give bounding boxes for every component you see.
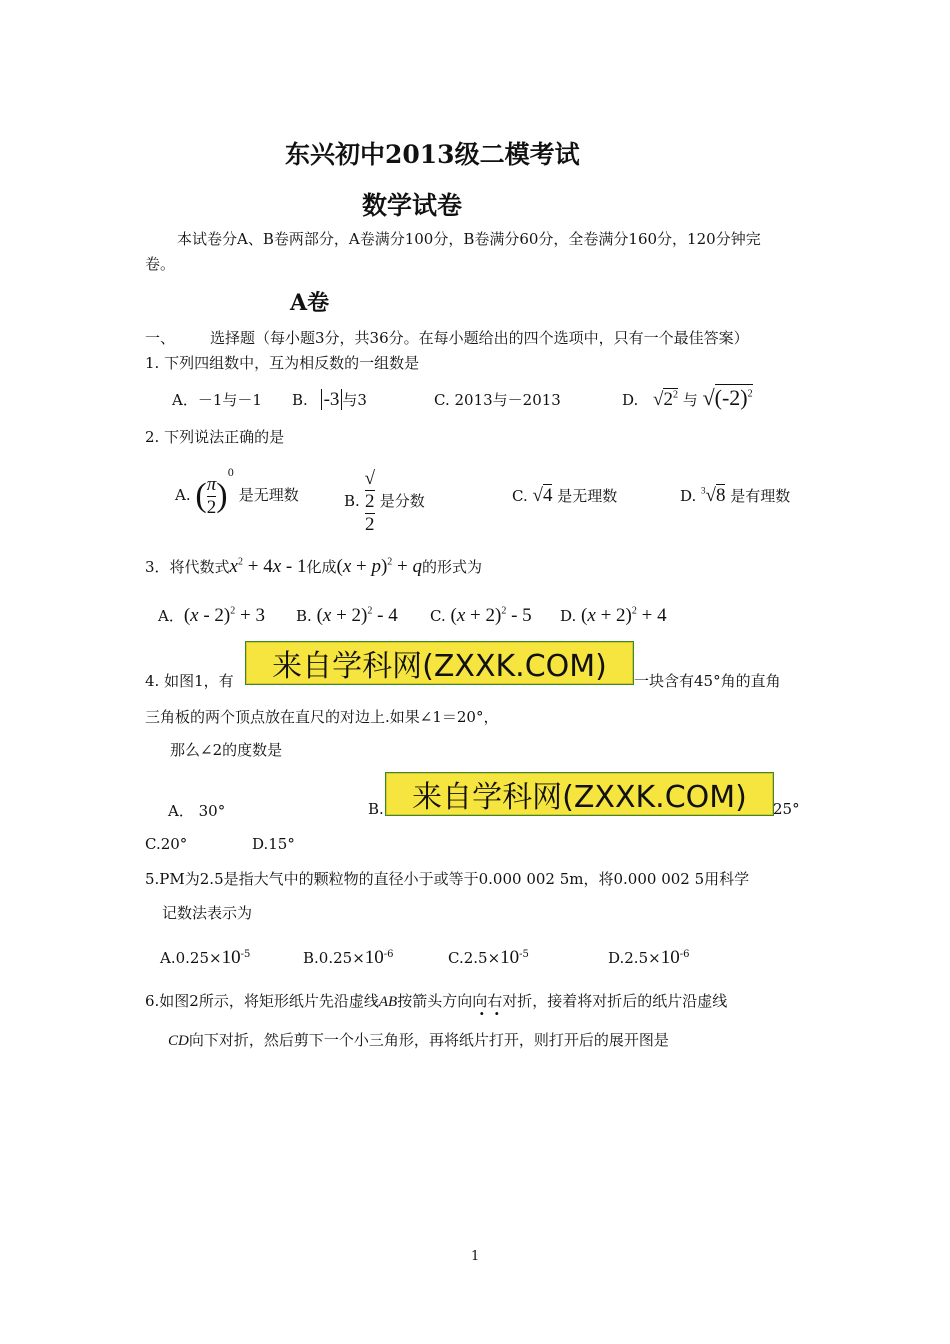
q5-option-b-exp: -6 — [383, 949, 394, 960]
q2-option-c — [512, 485, 617, 507]
q4-option-b-tail: 25° — [773, 800, 800, 818]
q3-option-b-expr: $(x + 2)^2 - 4$ — [316, 605, 398, 626]
intro-line-2: 卷。 — [145, 255, 176, 273]
q4-line-2: 三角板的两个顶点放在直尺的对边上.如果∠1＝20°， — [145, 708, 499, 726]
q4-option-b-label: B. — [368, 800, 384, 818]
q4-line-3: 那么∠2的度数是 — [170, 741, 283, 759]
q3-option-d-expr: $(x + 2)^2 + 4$ — [581, 605, 667, 626]
q2-option-c-label: C. — [512, 487, 528, 505]
q5-option-a-ten: 10 — [221, 947, 241, 968]
q3-mid: 化成 — [306, 558, 337, 576]
q4-option-c: C.20° — [145, 835, 188, 853]
q4-tail: 一块含有45°角的直角 — [634, 672, 781, 690]
q4-option-a: A． 30° — [168, 802, 226, 820]
abs-neg3-expr: -3 — [321, 389, 343, 410]
sqrt2-over-2-fraction: √ 2 2 — [364, 468, 376, 535]
cube-root-8-expr: $^3$√8 — [701, 485, 726, 506]
q5-option-a-exp: -5 — [240, 949, 251, 960]
q2-option-d-text: 是有理数 — [730, 487, 791, 505]
q1-option-b — [292, 389, 367, 411]
q5-option-c-ten: 10 — [500, 947, 520, 968]
q5-option-b-text: B.0.25× — [303, 949, 365, 967]
q6-mid1: 按箭头方向 — [397, 992, 473, 1010]
q3-option-d-label: D. — [560, 607, 577, 625]
q1-option-b-label: B. — [292, 391, 308, 409]
q3-option-a — [158, 605, 265, 627]
q6-ab: AB — [378, 994, 398, 1010]
q5-option-c — [448, 947, 529, 969]
q3-option-c-expr: $(x + 2)^2 - 5$ — [450, 605, 532, 626]
q6-dir1: 向 — [472, 992, 488, 1010]
q3-stem — [145, 556, 482, 578]
q3-lead: 3．将代数式 — [145, 558, 230, 576]
q2-option-b-text: 是分数 — [379, 492, 425, 510]
q5-option-d-exp: -6 — [679, 949, 690, 960]
q6-dir2: 右 — [487, 992, 503, 1010]
q3-option-b — [296, 605, 398, 627]
q1-option-d — [622, 385, 753, 411]
q5-option-b-ten: 10 — [364, 947, 384, 968]
section-a-title: A卷 — [290, 290, 330, 316]
q2-option-a-label: A. — [175, 486, 191, 504]
q3-expr-original: $x^2 + 4x - 1$ — [229, 556, 307, 577]
sqrt-2-squared-expr: $√2^2$ — [653, 389, 678, 410]
q5-option-a-text: A.0.25× — [160, 949, 222, 967]
part1-title: 选择题（每小题3分，共36分。在每小题给出的四个选项中，只有一个最佳答案） — [210, 329, 749, 347]
q2-option-d — [680, 485, 790, 507]
q4-option-d: D.15° — [252, 835, 295, 853]
q5-option-c-text: C.2.5× — [448, 949, 501, 967]
pi-over-2-fraction: $\frac{\pi}{2}$ — [206, 473, 217, 518]
q5-option-d-ten: 10 — [660, 947, 680, 968]
q6-line-2 — [168, 1029, 669, 1050]
sqrt-neg2-squared-expr: $√(-2)^2$ — [702, 385, 753, 410]
q1-stem: 1. 下列四组数中，互为相反数的一组数是 — [145, 354, 420, 372]
intro-line-1: 本试卷分A、B卷两部分，A卷满分100分，B卷满分60分，全卷满分160分，120分钟完 — [177, 230, 761, 248]
page-number: 1 — [471, 1249, 480, 1264]
q5-option-c-exp: -5 — [519, 949, 529, 960]
q1-option-d-mid: 与 — [682, 391, 698, 409]
q6-cd: CD — [168, 1033, 189, 1049]
q3-option-c — [430, 605, 532, 627]
q1-option-b-text: 与3 — [342, 391, 367, 409]
q6-mid2: 对折，接着将对折后的纸片沿虚线 — [502, 992, 728, 1010]
q5-line-2: 记数法表示为 — [162, 904, 253, 922]
q5-option-d — [608, 947, 689, 969]
q3-option-b-label: B. — [296, 607, 312, 625]
q3-option-a-label: A． — [158, 607, 184, 625]
q2-option-c-text: 是无理数 — [557, 487, 618, 505]
watermark-banner-1: 来自学科网(ZXXK.COM) — [245, 641, 634, 685]
q2-option-d-label: D. — [680, 487, 697, 505]
q1-option-c: C. 2013与－2013 — [434, 391, 561, 409]
exam-title: 东兴初中2013级二模考试 — [285, 140, 580, 169]
q2-option-b — [344, 468, 425, 536]
watermark-banner-2: 来自学科网(ZXXK.COM) — [385, 772, 774, 816]
q2-option-a: A. ( $\frac{\pi}{2}$ )$^0$ 是无理数 — [175, 468, 299, 518]
q2-option-a-text: 是无理数 — [238, 486, 299, 504]
exam-subtitle: 数学试卷 — [362, 191, 463, 220]
q2-option-b-label: B. — [344, 492, 360, 510]
q3-expr-target: $(x + p)^2 + q$ — [336, 556, 423, 577]
q3-end: 的形式为 — [422, 558, 483, 576]
q1-option-d-label: D. — [622, 391, 639, 409]
pi-over-2-power-0-expr: ( — [195, 477, 207, 514]
q3-option-a-expr: (x - 2)$^2$ + 3 — [183, 605, 265, 626]
q5-option-b — [303, 947, 394, 969]
q6-line-1 — [145, 990, 727, 1011]
sqrt-4-expr: √4 — [532, 485, 553, 506]
q6-line-2-text: 向下对折，然后剪下一个小三角形，再将纸片打开，则打开后的展开图是 — [188, 1031, 669, 1049]
q3-option-d — [560, 605, 667, 627]
q5-line-1: 5.PM为2.5是指大气中的颗粒物的直径小于或等于0.000 002 5m，将0.000 002 5用科学 — [145, 870, 750, 888]
part1-number: 一、 — [145, 329, 176, 347]
q5-option-d-text: D.2.5× — [608, 949, 661, 967]
q3-option-c-label: C. — [430, 607, 446, 625]
q2-stem: 2. 下列说法正确的是 — [145, 428, 285, 446]
q6-lead: 6.如图2所示，将矩形纸片先沿虚线 — [145, 992, 379, 1010]
q4-lead: 4. 如图1，有 — [145, 672, 234, 690]
q1-option-a: A．－1与－1 — [172, 391, 262, 409]
q5-option-a — [160, 947, 250, 969]
